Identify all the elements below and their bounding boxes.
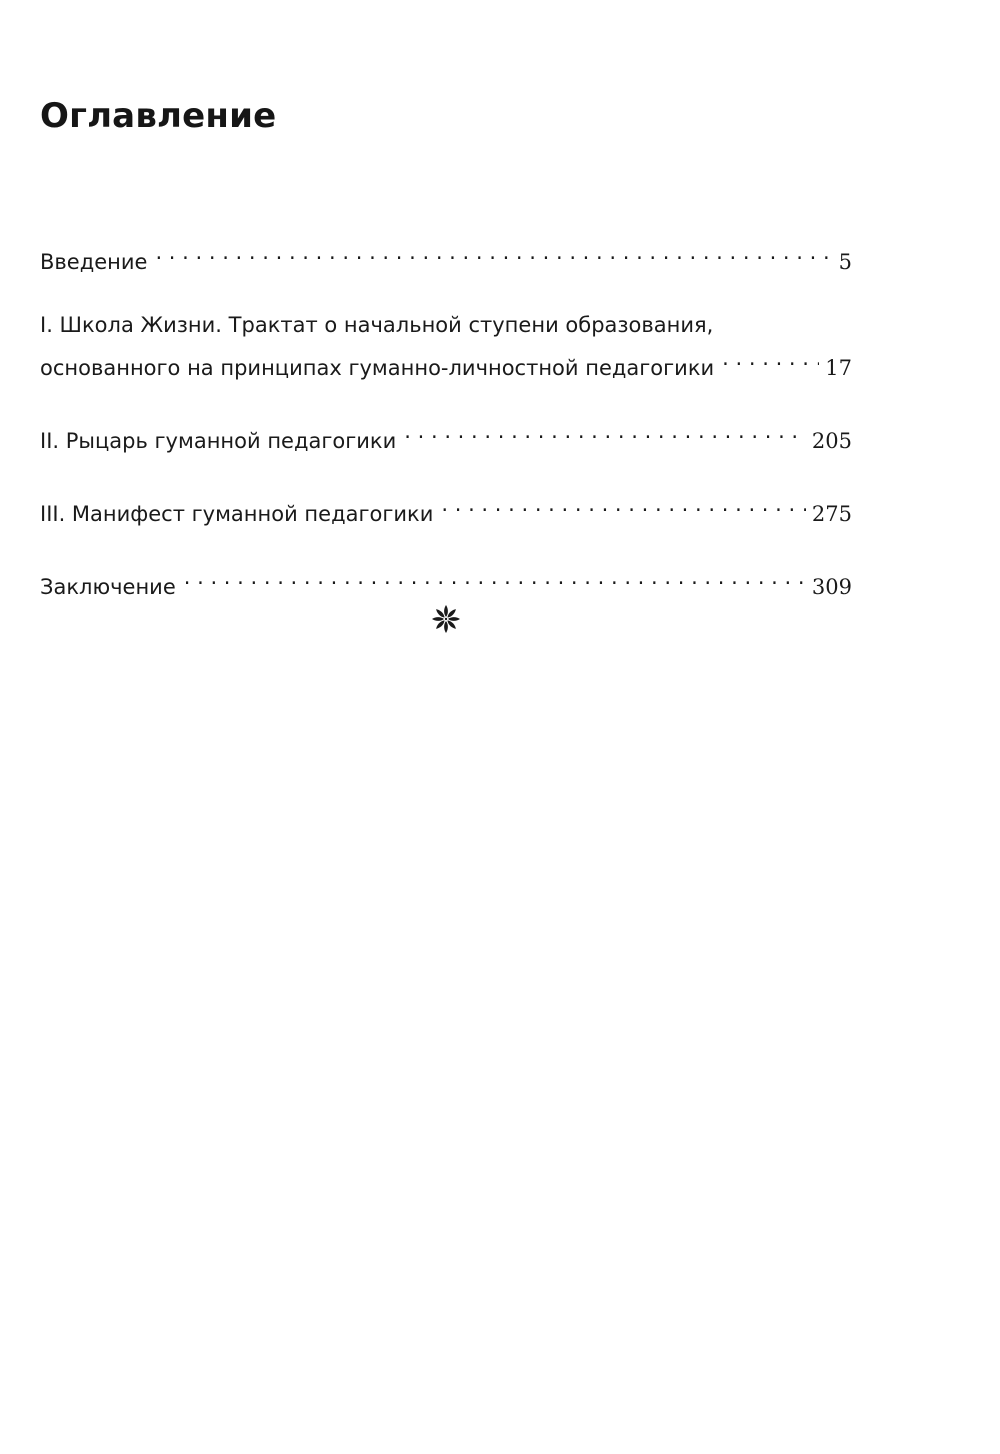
toc-entry-label: Введение (40, 250, 148, 274)
toc-line (40, 561, 852, 604)
page-title: Оглавление (40, 96, 277, 136)
toc-line (40, 342, 852, 385)
toc-page-number: 5 (838, 250, 852, 274)
table-of-contents (40, 236, 852, 634)
toc-entry-label: Заключение (40, 575, 176, 599)
toc-entry-label: II. Рыцарь гуманной педагогики (40, 429, 397, 453)
toc-page-number: 309 (811, 575, 852, 599)
toc-page-number: 275 (811, 502, 852, 526)
toc-line (40, 236, 852, 279)
toc-entry-introduction[interactable] (40, 236, 852, 279)
dot-leader (722, 342, 819, 375)
toc-page-number: 17 (825, 356, 852, 380)
toc-entry-label-line-2: основанного на принципах гуманно-личностной педагогики (40, 356, 715, 380)
toc-entry-label-line-1: I. Школа Жизни. Трактат о начальной ступени образования, (40, 313, 714, 337)
toc-line (40, 415, 852, 458)
dot-leader (441, 488, 806, 521)
toc-entry-part-1[interactable] (40, 309, 852, 385)
toc-entry-part-2[interactable] (40, 415, 852, 458)
dot-leader (184, 561, 806, 594)
dot-leader (404, 415, 806, 448)
toc-line (40, 488, 852, 531)
toc-page-number: 205 (811, 429, 852, 453)
toc-entry-conclusion[interactable] (40, 561, 852, 604)
dot-leader (155, 236, 832, 269)
toc-entry-label: III. Манифест гуманной педагогики (40, 502, 434, 526)
toc-entry-part-3[interactable] (40, 488, 852, 531)
floral-ornament-icon (430, 603, 462, 635)
